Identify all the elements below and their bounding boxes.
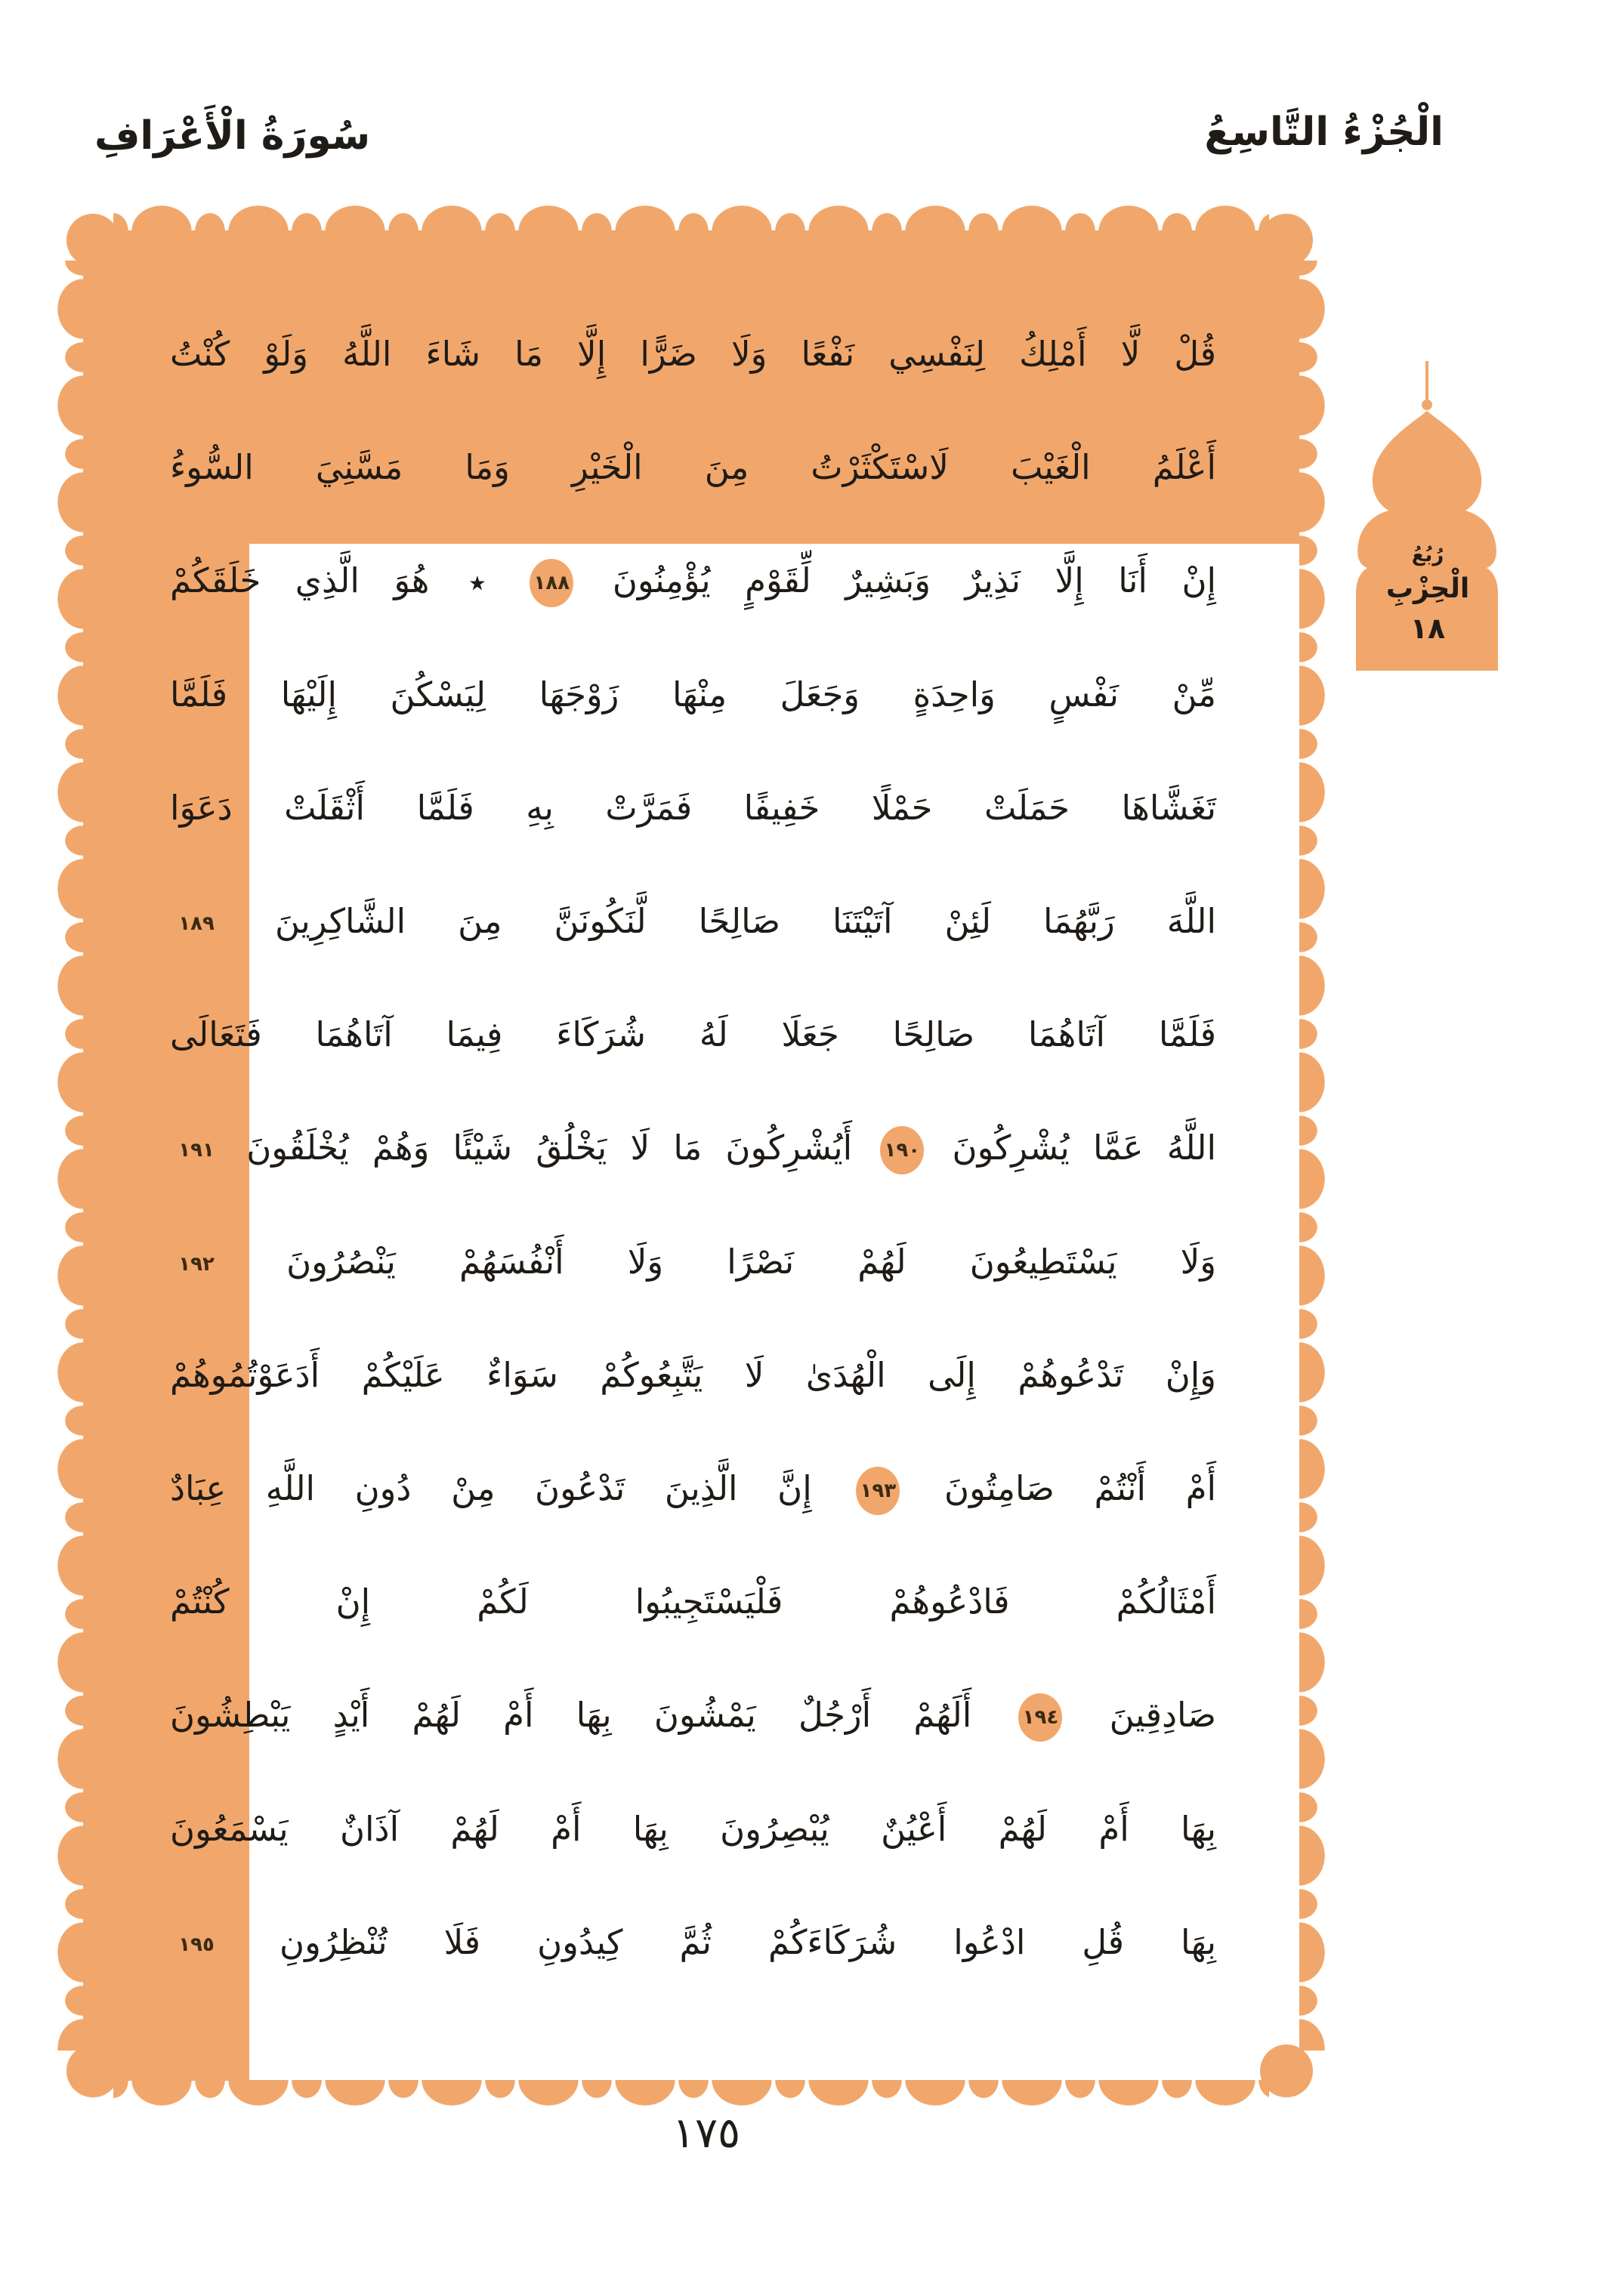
mushaf-line bbox=[170, 1663, 1216, 1770]
ayah-text: صَادِقِينَ bbox=[1109, 1695, 1216, 1736]
verse-number: ١٨٩ bbox=[178, 912, 215, 936]
mushaf-line bbox=[170, 302, 1216, 409]
ayah-text: اللَّهَ رَبَّهُمَا لَئِنْ آتَيْتَنَا صَالِحًا لَّنَكُونَنَّ مِنَ الشَّاكِرِينَ bbox=[275, 901, 1216, 942]
hizb-quarter-word: رُبُعُ bbox=[1411, 544, 1444, 566]
mushaf-line bbox=[170, 529, 1216, 636]
hizb-label bbox=[1352, 541, 1503, 648]
verse-number: ١٩٥ bbox=[178, 1933, 215, 1956]
border-scallops-left bbox=[57, 261, 83, 2051]
mushaf-line bbox=[170, 415, 1216, 523]
ayah-text: فَلَمَّا آتَاهُمَا صَالِحًا جَعَلَا لَهُ شُرَكَاءَ فِيمَا آتَاهُمَا فَتَعَالَى bbox=[170, 1014, 1216, 1055]
border-corner-ornament bbox=[1260, 214, 1313, 267]
ayah-text: وَلَا يَسْتَطِيعُونَ لَهُمْ نَصْرًا وَلَا أَنْفُسَهُمْ يَنْصُرُونَ bbox=[286, 1241, 1216, 1282]
mushaf-line bbox=[170, 1550, 1216, 1657]
verse-marker bbox=[174, 1921, 218, 1969]
border-scallops-top bbox=[113, 205, 1269, 231]
ayah-text: أَيُشْرِكُونَ مَا لَا يَخْلُقُ شَيْئًا وَهُمْ يُخْلَقُونَ bbox=[246, 1128, 853, 1168]
mushaf-line bbox=[170, 869, 1216, 977]
surah-title-header: سُورَةُ الْأَعْرَافِ bbox=[94, 113, 371, 159]
mushaf-line bbox=[170, 1323, 1216, 1430]
ayah-text: وَإِنْ تَدْعُوهُمْ إِلَى الْهُدَىٰ لَا يَتَّبِعُوكُمْ سَوَاءٌ عَلَيْكُمْ أَدَعَوْتُمُوهُمْ bbox=[170, 1354, 1216, 1395]
verse-marker bbox=[856, 1467, 900, 1515]
verse-number: ١٩٠ bbox=[884, 1139, 921, 1162]
hizb-number: ١٨ bbox=[1410, 612, 1446, 645]
ayah-text: بِهَا أَمْ لَهُمْ أَعْيُنٌ يُبْصِرُونَ بِهَا أَمْ لَهُمْ آذَانٌ يَسْمَعُونَ bbox=[170, 1808, 1216, 1849]
verse-marker bbox=[530, 559, 573, 607]
hizb-word: الْحِزْبِ bbox=[1385, 573, 1470, 604]
rub-el-hizb-star-icon: ٭ bbox=[468, 563, 486, 603]
mushaf-line bbox=[170, 983, 1216, 1090]
ayah-text: أَعْلَمُ الْغَيْبَ لَاسْتَكْثَرْتُ مِنَ الْخَيْرِ وَمَا مَسَّنِيَ السُّوءُ bbox=[170, 447, 1216, 488]
quran-text-block bbox=[170, 302, 1216, 1998]
verse-number: ١٩٢ bbox=[178, 1252, 215, 1276]
border-scallops-bottom bbox=[113, 2080, 1269, 2106]
mushaf-line bbox=[170, 756, 1216, 863]
mushaf-line bbox=[170, 1096, 1216, 1203]
ayah-text: اللَّهُ عَمَّا يُشْرِكُونَ bbox=[952, 1128, 1216, 1168]
page-number: ١٧٥ bbox=[672, 2109, 741, 2158]
ayah-text: إِنْ أَنَا إِلَّا نَذِيرٌ وَبَشِيرٌ لِّقَوْمٍ يُؤْمِنُونَ bbox=[612, 560, 1216, 601]
border-corner-ornament bbox=[66, 2044, 119, 2097]
verse-number: ١٨٨ bbox=[533, 572, 570, 595]
mushaf-line bbox=[170, 643, 1216, 750]
verse-marker bbox=[174, 900, 218, 948]
verse-marker bbox=[880, 1126, 924, 1174]
ayah-text: بِهَا قُلِ ادْعُوا شُرَكَاءَكُمْ ثُمَّ كِيدُونِ فَلَا تُنْظِرُونِ bbox=[280, 1921, 1216, 1962]
border-corner-ornament bbox=[66, 214, 119, 267]
juz-title-header: الْجُزْءُ التَّاسِعُ bbox=[1204, 110, 1444, 155]
verse-number: ١٩٣ bbox=[860, 1480, 897, 1503]
mushaf-line bbox=[170, 1890, 1216, 1998]
verse-marker bbox=[174, 1240, 218, 1288]
ayah-text: قُلْ لَّا أَمْلِكُ لِنَفْسِي نَفْعًا وَلَا ضَرًّا إِلَّا مَا شَاءَ اللَّهُ وَلَوْ كُنْتُ bbox=[170, 334, 1216, 374]
ayah-text: مِّنْ نَفْسٍ وَاحِدَةٍ وَجَعَلَ مِنْهَا زَوْجَهَا لِيَسْكُنَ إِلَيْهَا فَلَمَّا bbox=[170, 674, 1216, 714]
ayah-text: هُوَ الَّذِي خَلَقَكُمْ bbox=[170, 560, 430, 601]
hizb-dome-marker bbox=[1352, 361, 1503, 672]
verse-marker bbox=[174, 1126, 218, 1174]
mushaf-line bbox=[170, 1210, 1216, 1317]
mushaf-line bbox=[170, 1437, 1216, 1544]
ayah-text: أَمْثَالُكُمْ فَادْعُوهُمْ فَلْيَسْتَجِيبُوا لَكُمْ إِنْ كُنْتُمْ bbox=[170, 1582, 1216, 1622]
ayah-text: تَغَشَّاهَا حَمَلَتْ حَمْلًا خَفِيفًا فَمَرَّتْ بِهِ فَلَمَّا أَثْقَلَتْ دَعَوَا bbox=[170, 787, 1216, 828]
verse-number: ١٩٤ bbox=[1022, 1706, 1059, 1730]
verse-marker bbox=[1018, 1693, 1062, 1742]
ayah-text: أَمْ أَنْتُمْ صَامِتُونَ bbox=[944, 1468, 1217, 1509]
ayah-text: أَلَهُمْ أَرْجُلٌ يَمْشُونَ بِهَا أَمْ لَهُمْ أَيْدٍ يَبْطِشُونَ bbox=[170, 1695, 972, 1736]
verse-number: ١٩١ bbox=[178, 1139, 215, 1162]
border-corner-ornament bbox=[1260, 2044, 1313, 2097]
ayah-text: إِنَّ الَّذِينَ تَدْعُونَ مِنْ دُونِ اللَّهِ عِبَادٌ bbox=[170, 1468, 812, 1509]
border-scallops-right bbox=[1299, 261, 1325, 2051]
mushaf-line bbox=[170, 1777, 1216, 1884]
